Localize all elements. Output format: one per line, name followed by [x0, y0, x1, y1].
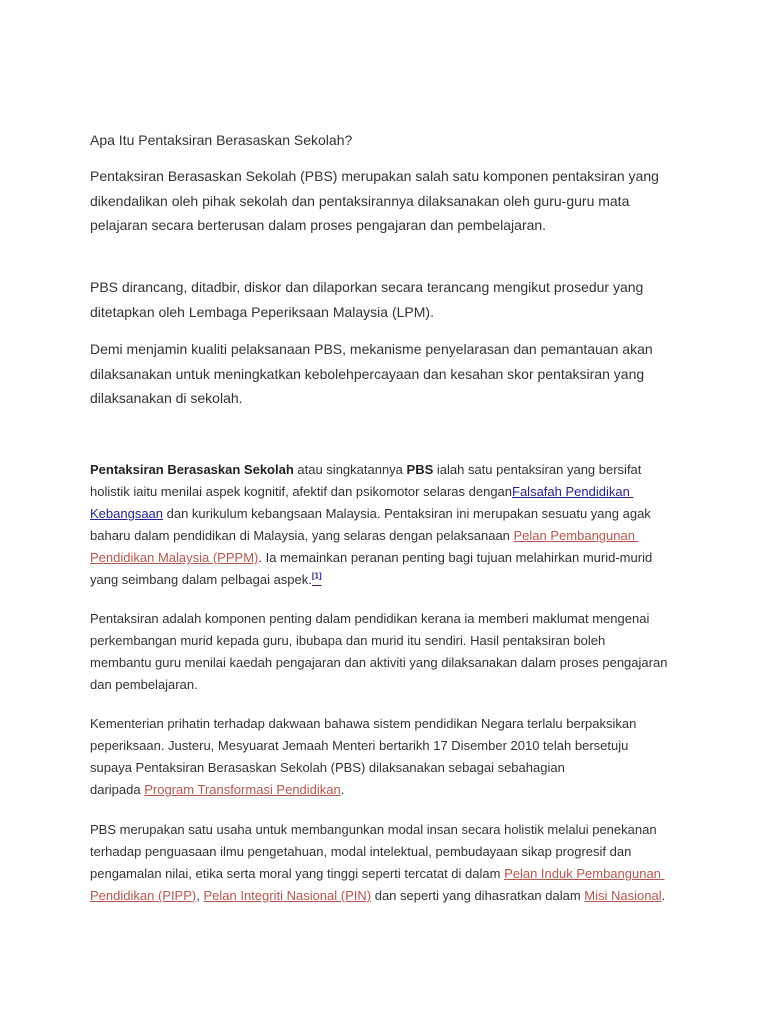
- text-run: ditetapkan oleh Lembaga Peperiksaan Malaysia (LPM).: [90, 303, 434, 320]
- text-run: dan kurikulum kebangsaan Malaysia. Pentaksiran ini merupakan sesuatu yang agak: [163, 506, 651, 521]
- text-run: PBS dirancang, ditadbir, diskor dan dilaporkan secara terancang mengikut prosedur yang: [90, 279, 644, 295]
- text-line: [90, 275, 643, 300]
- citation-ref-link[interactable]: [312, 572, 322, 587]
- text-run: dilaksanakan di sekolah.: [90, 390, 243, 406]
- paragraph-pbs-procedure: [90, 275, 643, 324]
- link-misi-nasional[interactable]: Misi Nasional: [584, 888, 662, 903]
- text-run: peperiksaan. Justeru, Mesyuarat Jemaah Menteri bertarikh 17 Disember 2010 telah bersetuju: [90, 738, 629, 753]
- text-line: [90, 863, 665, 885]
- text-line: [90, 630, 667, 652]
- text-line: [90, 569, 652, 591]
- text-line: [90, 213, 659, 238]
- text-run: PBS merupakan satu usaha untuk membangunkan modal insan secara holistik melalui penekanan: [90, 822, 657, 837]
- text-run: Pentaksiran Berasaskan Sekolah (PBS) merupakan salah satu komponen pentaksiran yang: [90, 168, 659, 184]
- text-run: perkembangan murid kepada guru, ibubapa dan murid itu sendiri. Hasil pentaksiran boleh: [90, 633, 606, 648]
- paragraph-pbs-definition: [90, 164, 659, 238]
- text-line: [90, 779, 636, 801]
- paragraph-quality-assurance: [90, 337, 653, 411]
- text-line: [90, 300, 643, 325]
- paragraph-pbs-holistic: [90, 459, 652, 591]
- text-line: [90, 674, 667, 696]
- text-run: Demi menjamin kualiti pelaksanaan PBS, mekanisme penyelarasan dan pemantauan akan: [90, 341, 653, 357]
- text-run: Pentaksiran adalah komponen penting dalam pendidikan kerana ia memberi maklumat mengenai: [90, 611, 650, 626]
- text-run: dan seperti yang dihasratkan dalam: [371, 888, 585, 903]
- text-line: [90, 525, 652, 547]
- text-run: .: [340, 782, 345, 797]
- link-pendidikan-malaysia-pppm[interactable]: Pendidikan Malaysia (PPPM): [90, 550, 259, 565]
- text-line: [90, 735, 636, 757]
- text-run: terhadap penguasaan ilmu pengetahuan, modal intelektual, pembudayaan sikap progresif dan: [90, 844, 632, 859]
- text-run: ,: [196, 888, 204, 903]
- text-run: baharu dalam pendidikan di Malaysia, yang selaras dengan pelaksanaan: [90, 528, 514, 543]
- text-line: [90, 459, 652, 481]
- document-heading: Apa Itu Pentaksiran Berasaskan Sekolah?: [90, 132, 353, 148]
- text-run: dan pembelajaran.: [90, 677, 198, 692]
- text-run: Kementerian prihatin terhadap dakwaan bahawa sistem pendidikan Negara terlalu berpaksikan: [90, 716, 637, 731]
- text-run: holistik iaitu menilai aspek kognitif, afektif dan psikomotor selaras dengan: [90, 484, 513, 499]
- text-run: ialah satu pentaksiran yang bersifat: [433, 462, 642, 477]
- text-line: [90, 652, 667, 674]
- link-pelan-pembangunan[interactable]: Pelan Pembangunan: [513, 528, 639, 543]
- citation-superscript[interactable]: [1]: [311, 571, 322, 581]
- text-run: yang seimbang dalam pelbagai aspek.: [90, 572, 312, 587]
- link-pelan-integriti-nasional-pin[interactable]: Pelan Integriti Nasional (PIN): [203, 888, 372, 903]
- text-run: dilaksanakan untuk meningkatkan kebolehpercayaan dan kesahan skor pentaksiran yang: [90, 365, 645, 382]
- text-run: membantu guru menilai kaedah pengajaran dan aktiviti yang dilaksanakan dalam proses pengajaran: [90, 655, 668, 670]
- text-run: daripada: [90, 782, 145, 797]
- text-line: [90, 362, 653, 387]
- text-run: atau singkatannya: [293, 462, 407, 477]
- text-line: [90, 819, 665, 841]
- link-falsafah-pendidikan[interactable]: Falsafah Pendidikan: [512, 484, 634, 499]
- bold-term: PBS: [406, 462, 434, 477]
- text-line: [90, 386, 653, 411]
- text-run: pengamalan nilai, etika serta moral yang tinggi seperti tercatat di dalam: [90, 866, 505, 881]
- text-line: [90, 713, 636, 735]
- paragraph-assessment-importance: [90, 608, 667, 696]
- text-line: [90, 337, 653, 362]
- text-line: [90, 164, 659, 189]
- paragraph-ministry-decision: [90, 713, 636, 801]
- bold-term: Pentaksiran Berasaskan Sekolah: [90, 462, 294, 477]
- text-run: . Ia memainkan peranan penting bagi tujuan melahirkan murid-murid: [258, 550, 653, 565]
- text-line: [90, 481, 652, 503]
- text-line: [90, 503, 652, 525]
- text-line: [90, 608, 667, 630]
- text-line: [90, 757, 636, 779]
- text-line: [90, 841, 665, 863]
- link-pendidikan-pipp[interactable]: Pendidikan (PIPP): [90, 888, 197, 903]
- link-kebangsaan[interactable]: Kebangsaan: [90, 506, 164, 521]
- text-run: pelajaran secara berterusan dalam proses pengajaran dan pembelajaran.: [90, 217, 547, 233]
- text-line: [90, 885, 665, 907]
- paragraph-human-capital: [90, 819, 665, 907]
- text-line: [90, 189, 659, 214]
- link-pelan-induk-pembangunan[interactable]: Pelan Induk Pembangunan: [504, 866, 665, 881]
- text-run: supaya Pentaksiran Berasaskan Sekolah (PBS) dilaksanakan sebagai sebahagian: [90, 760, 565, 775]
- text-run: .: [661, 888, 666, 903]
- text-line: [90, 547, 652, 569]
- text-run: dikendalikan oleh pihak sekolah dan pentaksirannya dilaksanakan oleh guru-guru mata: [90, 192, 630, 209]
- link-program-transformasi-pendidikan[interactable]: Program Transformasi Pendidikan: [144, 782, 341, 797]
